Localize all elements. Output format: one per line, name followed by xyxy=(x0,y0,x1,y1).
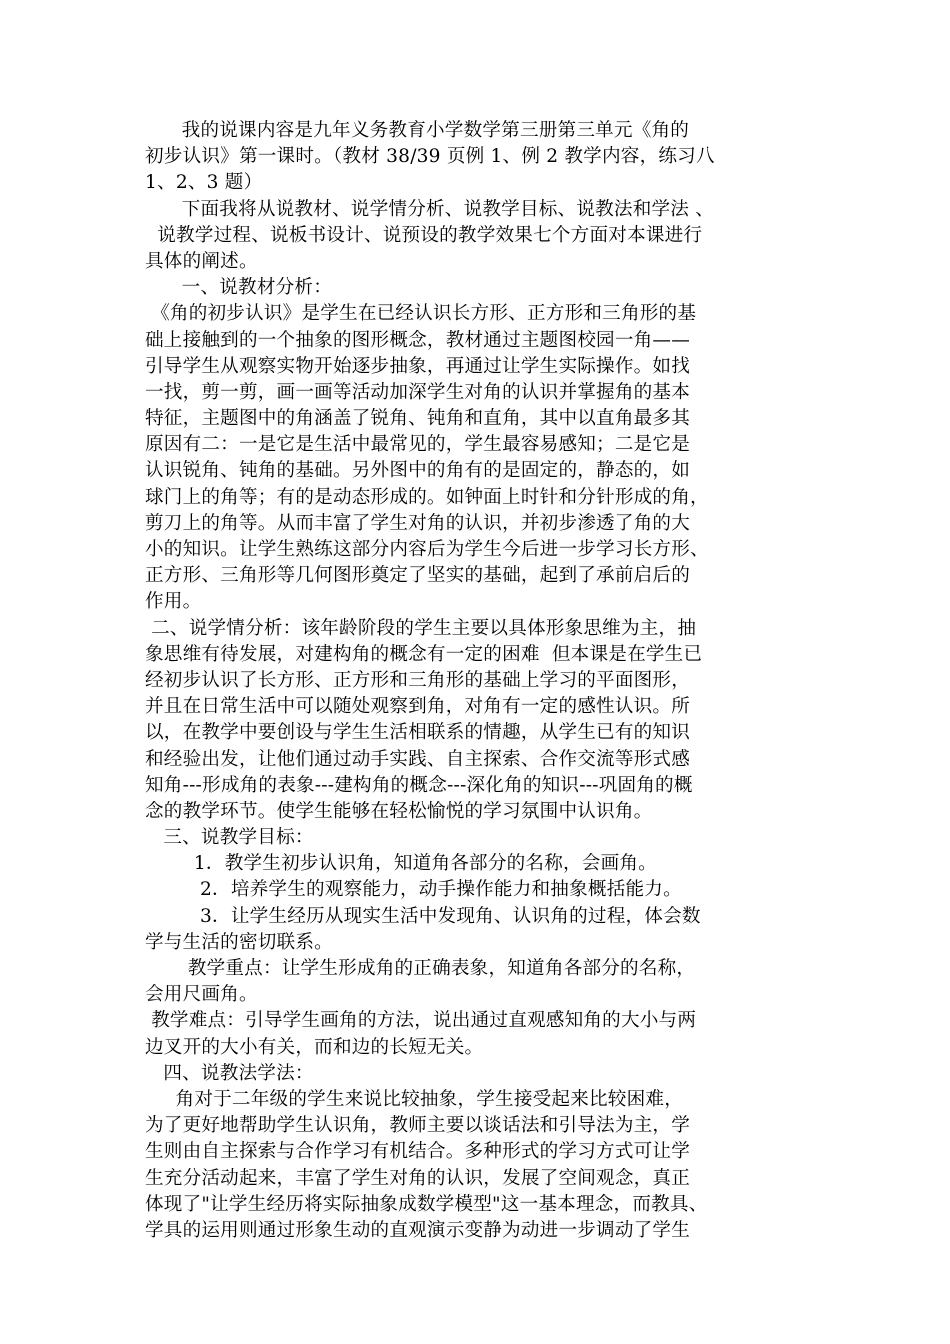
section-heading: 二、说学情分析：该年龄阶段的学生主要以具体形象思维为主，抽 xyxy=(145,617,697,639)
text-line: 并且在日常生活中可以随处观察到角，对角有一定的感性认识。所 xyxy=(145,696,691,718)
text-line: 知角---形成角的表象---建构角的概念---深化角的知识---巩固角的概 xyxy=(145,774,693,796)
document-body xyxy=(145,118,810,1244)
text-line: 正方形、三角形等几何图形奠定了坚实的基础，起到了承前启后的 xyxy=(145,565,691,587)
text-line: 剪刀上的角等。从而丰富了学生对角的认识，并初步渗透了角的大 xyxy=(145,512,691,534)
text-line: 特征，主题图中的角涵盖了锐角、钝角和直角，其中以直角最多其 xyxy=(145,408,691,430)
text-line: 础上接触到的一个抽象的图形概念，教材通过主题图校园一角—— xyxy=(145,329,691,351)
text-line: 和经验出发，让他们通过动手实践、自主探索、合作交流等形式感 xyxy=(145,748,691,770)
text-line: 一找，剪一剪，画一画等活动加深学生对角的认识并掌握角的基本 xyxy=(145,381,691,403)
text-line: 为了更好地帮助学生认识角，教师主要以谈话法和引导法为主，学 xyxy=(145,1115,691,1137)
text-line: 我的说课内容是九年义务教育小学数学第三册第三单元《角的 xyxy=(145,120,690,141)
text-line: 会用尺画角。 xyxy=(145,984,258,1006)
text-line: 生充分活动起来，丰富了学生对角的认识，发展了空间观念，真正 xyxy=(145,1167,691,1189)
text-line: 下面我将从说教材、说学情分析、说教学目标、说教法和学法 、 xyxy=(145,198,714,220)
section-heading: 一、说教材分析： xyxy=(145,277,333,299)
text-line: 学具的运用则通过形象生动的直观演示变静为动进一步调动了学生 xyxy=(145,1219,691,1241)
text-line: 球门上的角等；有的是动态形成的。如钟面上时针和分针形成的角， xyxy=(145,486,709,508)
text-line: 经初步认识了长方形、正方形和三角形的基础上学习的平面图形， xyxy=(145,669,691,691)
section-heading: 三、说教学目标： xyxy=(145,827,314,849)
list-item: 2．培养学生的观察能力，动手操作能力和抽象概括能力。 xyxy=(145,879,682,901)
text-line: 生则由自主探索与合作学习有机结合。多种形式的学习方式可让学 xyxy=(145,1141,691,1163)
text-line: 学与生活的密切联系。 xyxy=(145,931,333,953)
text-line: 认识锐角、钝角的基础。另外图中的角有的是固定的，静态的，如 xyxy=(145,460,691,482)
section-heading: 四、说教法学法： xyxy=(145,1062,314,1084)
text-line: 念的教学环节。使学生能够在轻松愉悦的学习氛围中认识角。 xyxy=(145,800,653,822)
text-line: 具体的阐述。 xyxy=(145,250,258,272)
text-line: 原因有二：一是它是生活中最常见的，学生最容易感知；二是它是 xyxy=(145,434,691,456)
text-line: 角对于二年级的学生来说比较抽象，学生接受起来比较困难， xyxy=(145,1088,683,1110)
list-item: 1．教学生初步认识角，知道角各部分的名称，会画角。 xyxy=(145,853,657,875)
text-line: 象思维有待发展，对建构角的概念有一定的困难 但本课是在学生已 xyxy=(145,643,703,665)
text-line: 引导学生从观察实物开始逐步抽象，再通过让学生实际操作。如找 xyxy=(145,355,691,377)
text-line: 初步认识》第一课时。（教材 38/39 页例 1、例 2 教学内容，练习八 xyxy=(145,146,715,168)
text-line: 1、2、3 题） xyxy=(145,172,263,194)
text-line: 以，在教学中要创设与学生生活相联系的情趣，从学生已有的知识 xyxy=(145,722,691,744)
text-line: 体现了"让学生经历将实际抽象成数学模型"这一基本理念，而教具、 xyxy=(145,1193,708,1215)
text-line: 教学难点：引导学生画角的方法，说出通过直观感知角的大小与两 xyxy=(145,1010,697,1032)
list-item: 3．让学生经历从现实生活中发现角、认识角的过程，体会数 xyxy=(145,905,701,927)
text-line: 说教学过程、说板书设计、说预设的教学效果七个方面对本课进行 xyxy=(145,224,703,246)
text-line: 边叉开的大小有关，而和边的长短无关。 xyxy=(145,1036,484,1058)
text-line: 教学重点：让学生形成角的正确表象，知道角各部分的名称， xyxy=(145,958,696,979)
text-line: 小的知识。让学生熟练这部分内容后为学生今后进一步学习长方形、 xyxy=(145,539,709,560)
text-line: 作用。 xyxy=(145,591,202,613)
text-line: 《角的初步认识》是学生在已经认识长方形、正方形和三角形的基 xyxy=(145,303,697,325)
